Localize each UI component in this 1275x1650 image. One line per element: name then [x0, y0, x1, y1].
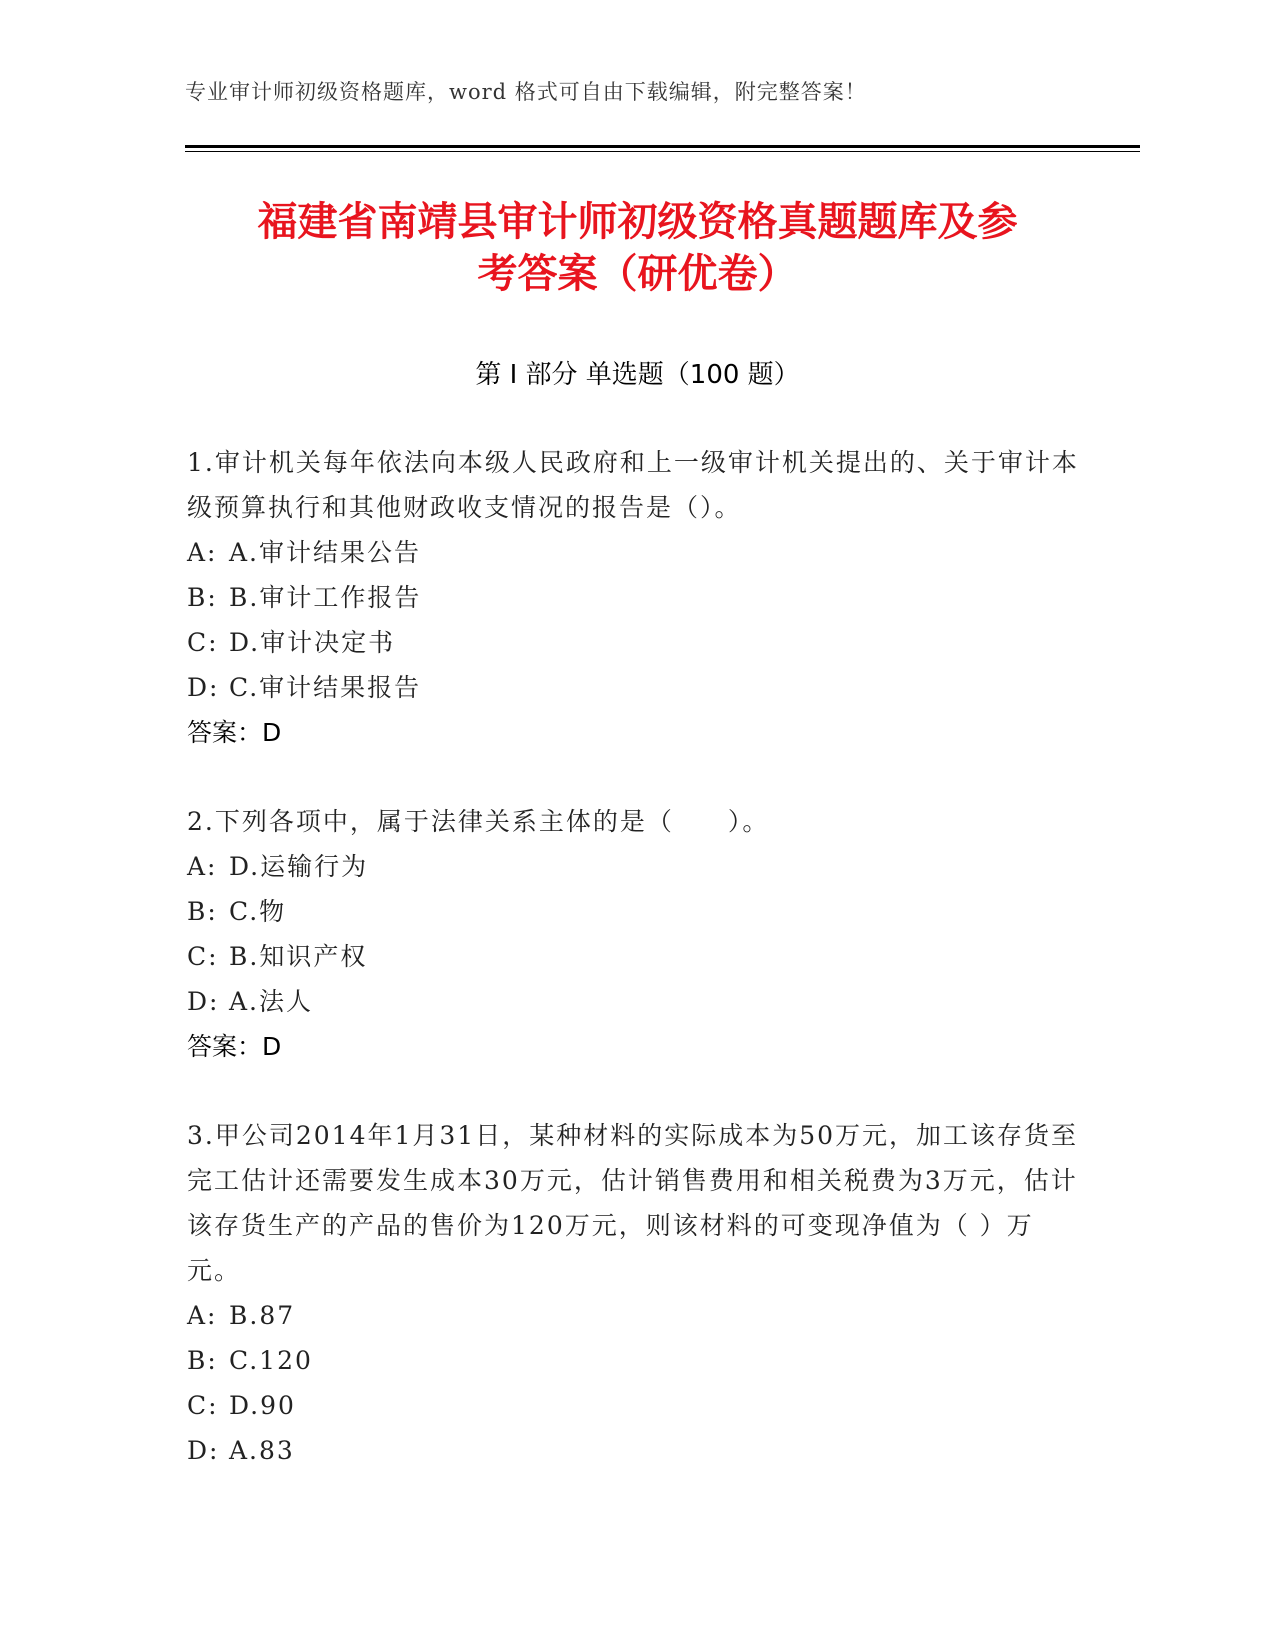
option-b — [187, 1338, 1087, 1383]
answer-line: 答案：D — [187, 1032, 282, 1061]
option-b — [187, 889, 1087, 934]
option-letter: A: — [187, 538, 218, 567]
option-letter: D: — [187, 1436, 220, 1465]
option-a — [187, 1293, 1087, 1338]
option-text: B.知识产权 — [229, 942, 368, 971]
option-d — [187, 979, 1087, 1024]
option-text: B.87 — [229, 1301, 296, 1330]
option-a — [187, 530, 1087, 575]
header-note: 专业审计师初级资格题库，word 格式可自由下载编辑，附完整答案！ — [185, 80, 867, 104]
option-text: C.120 — [229, 1346, 313, 1375]
option-text: A.83 — [229, 1436, 295, 1465]
question-2 — [187, 799, 1087, 1069]
option-text: C.物 — [229, 897, 287, 926]
option-letter: C: — [187, 942, 219, 971]
document-title — [150, 196, 1125, 300]
option-letter: B: — [187, 583, 218, 612]
option-d — [187, 665, 1087, 710]
question-stem: 3.甲公司2014年1月31日，某种材料的实际成本为50万元，加工该存货至完工估计还需要发生成本30万元，估计销售费用和相关税费为3万元，估计该存货生产的产品的售价为120万元，则该材料的可变现净值为（ ）万元。 — [187, 1121, 1079, 1285]
document-title-line-2: 考答案（研优卷） — [477, 251, 798, 297]
option-a — [187, 844, 1087, 889]
option-c — [187, 620, 1087, 665]
option-c — [187, 934, 1087, 979]
question-list — [187, 440, 1087, 1517]
option-letter: A: — [187, 852, 218, 881]
option-letter: B: — [187, 1346, 218, 1375]
document-title-line-1: 福建省南靖县审计师初级资格真题题库及参 — [257, 199, 1018, 245]
option-letter: B: — [187, 897, 218, 926]
option-letter: D: — [187, 987, 220, 1016]
section-heading: 第 I 部分 单选题（100 题） — [475, 360, 800, 390]
option-b — [187, 575, 1087, 620]
option-letter: D: — [187, 673, 220, 702]
option-text: A.法人 — [229, 987, 314, 1016]
option-letter: A: — [187, 1301, 218, 1330]
header-divider-thin — [185, 151, 1140, 152]
option-text: D.运输行为 — [229, 852, 369, 881]
option-c — [187, 1383, 1087, 1428]
option-letter: C: — [187, 1391, 219, 1420]
option-text: D.90 — [229, 1391, 296, 1420]
header-divider-thick — [185, 145, 1140, 148]
question-1 — [187, 440, 1087, 755]
option-text: C.审计结果报告 — [229, 673, 422, 702]
question-stem: 1.审计机关每年依法向本级人民政府和上一级审计机关提出的、关于审计本级预算执行和其他财政收支情况的报告是（）。 — [187, 448, 1079, 522]
option-text: B.审计工作报告 — [229, 583, 422, 612]
question-3 — [187, 1113, 1087, 1473]
option-letter: C: — [187, 628, 219, 657]
option-d — [187, 1428, 1087, 1473]
option-text: A.审计结果公告 — [229, 538, 422, 567]
option-text: D.审计决定书 — [229, 628, 396, 657]
answer-line: 答案：D — [187, 718, 282, 747]
question-stem: 2.下列各项中，属于法律关系主体的是（ ）。 — [187, 807, 770, 836]
